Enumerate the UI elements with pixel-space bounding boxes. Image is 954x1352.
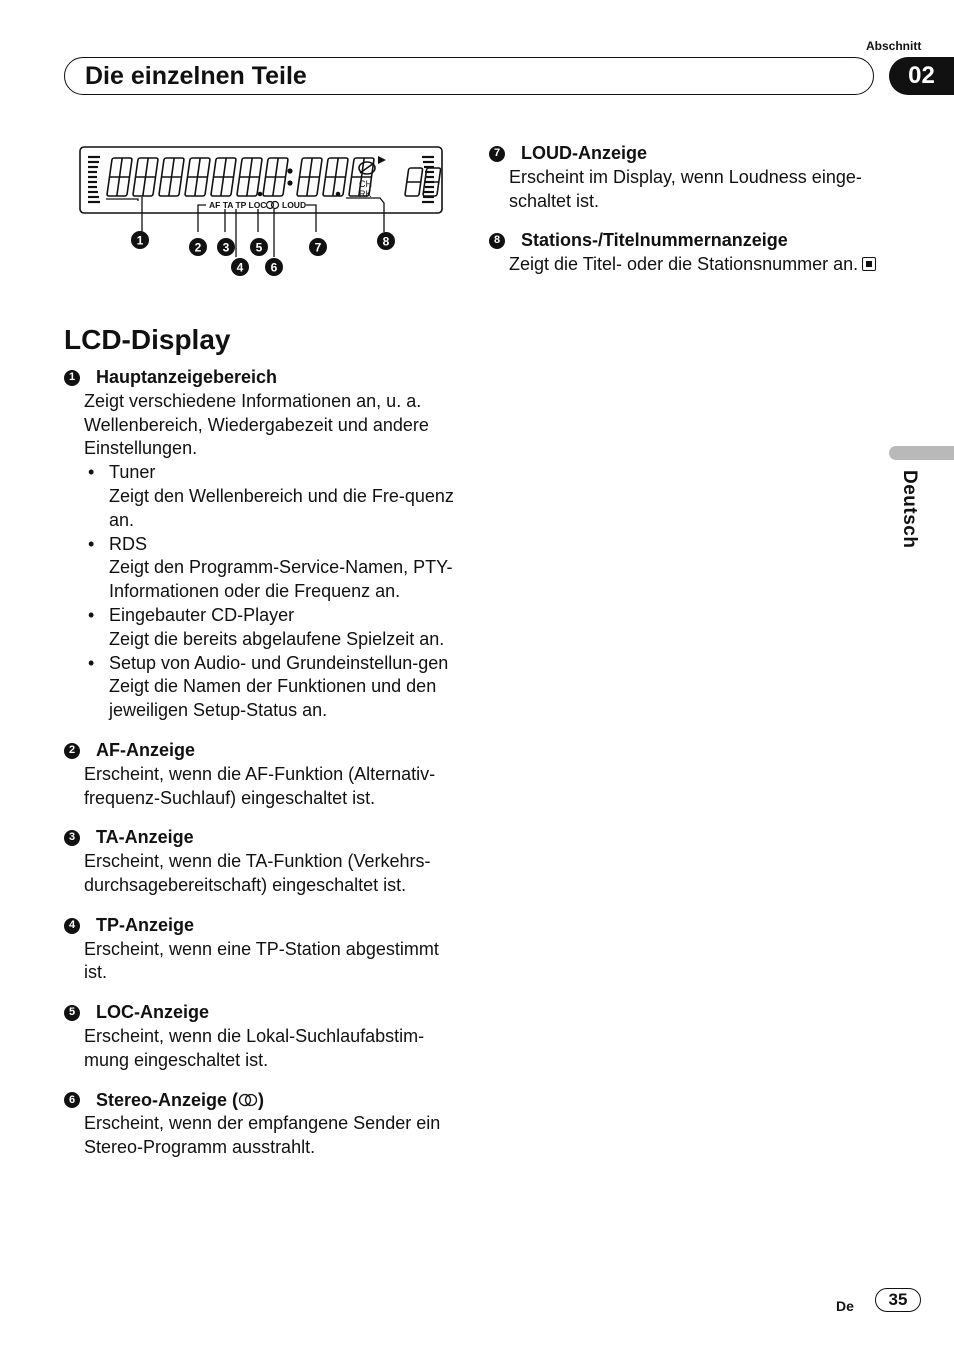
item-number: 7: [489, 146, 505, 162]
callout-markers: [131, 231, 395, 276]
language-tab-marker: [889, 446, 954, 460]
item-number: 5: [64, 1005, 80, 1021]
item-number: 1: [64, 370, 80, 386]
bullet-desc: Zeigt die Namen der Funktionen und den jeweiligen Setup-Status an.: [109, 676, 437, 721]
item-title: AF-Anzeige: [96, 739, 195, 760]
item-title: TA-Anzeige: [96, 827, 194, 848]
indicator-labels: AF TA TP LOC: [209, 200, 267, 210]
item-title: Stereo-Anzeige (: [96, 1089, 239, 1110]
bullet-desc: Zeigt den Wellenbereich und die Fre-quenz an.: [109, 485, 454, 530]
callout-2: 2: [194, 240, 202, 255]
stop-square-icon: [862, 257, 876, 271]
list-item: [84, 604, 456, 652]
bullet-label: • Eingebauter CD-Player: [109, 604, 295, 625]
item-number: 8: [489, 233, 505, 249]
right-column: [489, 142, 889, 293]
item-ta-anzeige: [64, 826, 456, 897]
loud-label: LOUD: [282, 200, 307, 210]
chapter-title: Die einzelnen Teile: [85, 62, 307, 90]
item-title-end: ): [258, 1089, 265, 1110]
item-title: LOUD-Anzeige: [521, 143, 647, 163]
item-number: 3: [64, 830, 80, 846]
callout-4: 4: [236, 260, 244, 275]
item-text: Erscheint, wenn die AF-Funktion (Alternativ-frequenz-Suchlauf) eingeschaltet ist.: [84, 763, 436, 808]
rk-label: RK: [359, 189, 372, 199]
section-number-badge: 02: [889, 57, 954, 95]
item-stationsnummer: [489, 229, 889, 277]
item-title: LOC-Anzeige: [96, 1002, 210, 1023]
item-loud-anzeige: [489, 142, 889, 213]
item-tp-anzeige: [64, 914, 456, 985]
ch-label: CH: [359, 179, 372, 189]
bullet-desc: Zeigt die bereits abgelaufene Spielzeit an.: [109, 628, 445, 649]
bullet-list: [84, 461, 456, 723]
list-item: [84, 533, 456, 604]
list-item: [84, 461, 456, 532]
section-label: Abschnitt: [866, 39, 922, 53]
item-hauptanzeigebereich: [64, 366, 456, 723]
bullet-label: • Setup von Audio- und Grundeinstellun-gen: [109, 652, 449, 673]
callout-8: 8: [382, 234, 390, 249]
callout-7: 7: [314, 240, 322, 255]
item-text: Zeigt verschiedene Informationen an, u. a. Wellenbereich, Wiedergabezeit und andere Einstellungen.: [84, 390, 429, 459]
item-stereo-anzeige: [64, 1089, 456, 1160]
page-number: 35: [875, 1288, 921, 1312]
item-number: 2: [64, 743, 80, 759]
lcd-diagram: [78, 145, 444, 285]
language-tab-label: Deutsch: [899, 470, 920, 549]
bullet-label: • Tuner: [109, 462, 156, 483]
bullet-desc: Zeigt den Programm-Service-Namen, PTY-Informationen oder die Frequenz an.: [109, 557, 453, 602]
footer-language: De: [836, 1298, 854, 1314]
callout-5: 5: [255, 240, 263, 255]
section-heading: LCD-Display: [64, 324, 231, 355]
item-text: Erscheint, wenn der empfangene Sender ein Stereo-Programm ausstrahlt.: [84, 1113, 441, 1158]
item-number: 6: [64, 1092, 80, 1108]
item-title: Hauptanzeigebereich: [96, 367, 278, 387]
item-text: Zeigt die Titel- oder die Stationsnummer an.: [509, 254, 859, 275]
bullet-label: • RDS: [109, 533, 148, 554]
item-text: Erscheint, wenn eine TP-Station abgestimmt ist.: [84, 938, 439, 983]
left-column: [64, 366, 456, 1176]
item-title: Stations-/Titelnummernanzeige: [521, 230, 788, 251]
stereo-rings-icon: [238, 1093, 258, 1107]
item-text: Erscheint, wenn die Lokal-Suchlaufabstim-mung eingeschaltet ist.: [84, 1025, 425, 1070]
item-loc-anzeige: [64, 1001, 456, 1072]
callout-1: 1: [136, 233, 144, 248]
item-title: TP-Anzeige: [96, 914, 195, 935]
chapter-header-bar: [64, 57, 874, 95]
callout-3: 3: [222, 240, 230, 255]
item-text: Erscheint im Display, wenn Loudness einge-schaltet ist.: [509, 166, 862, 211]
item-number: 4: [64, 918, 80, 934]
callout-6: 6: [270, 260, 278, 275]
item-af-anzeige: [64, 739, 456, 810]
item-text: Erscheint, wenn die TA-Funktion (Verkehrs-durchsagebereitschaft) eingeschaltet ist.: [84, 851, 431, 895]
list-item: [84, 652, 456, 723]
